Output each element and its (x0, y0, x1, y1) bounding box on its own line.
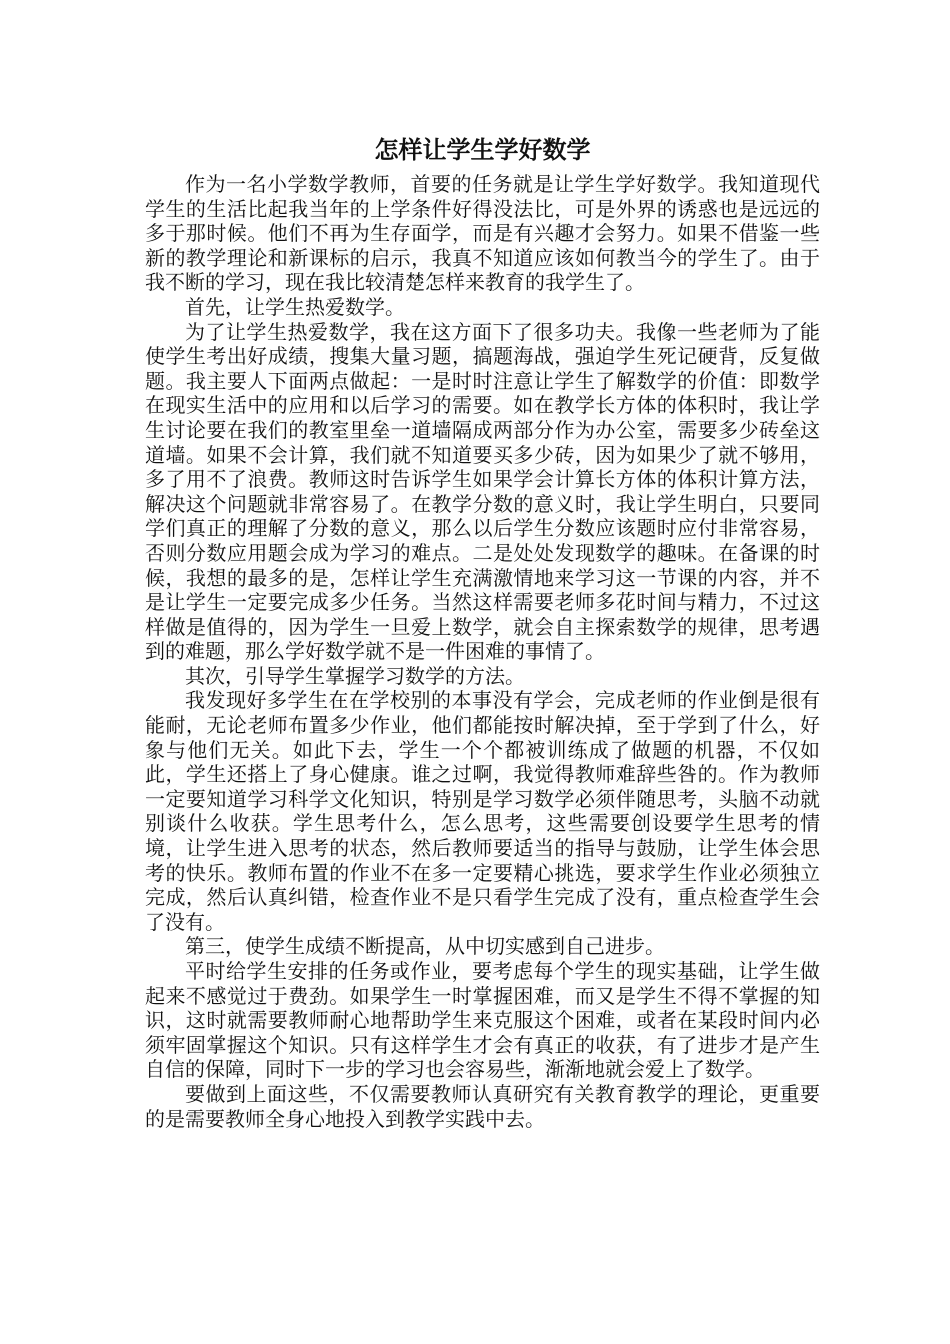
paragraph-conclusion: 要做到上面这些，不仅需要教师认真研究有关教育教学的理论，更重要的是需要教师全身心地投入到教学实践中去。 (145, 1081, 820, 1131)
paragraph-second-body: 我发现好多学生在在学校别的本事没有学会，完成老师的作业倒是很有能耐，无论老师布置多少作业，他们都能按时解决掉，至于学到了什么，好象与他们无关。如此下去，学生一个个都被训练成了做题的机器，不仅如此，学生还搭上了身心健康。谁之过啊，我觉得教师难辞些咎的。作为教师一定要知道学习科学文化知识，特别是学习数学必须伴随思考，头脑不动就别谈什么收获。学生思考什么，怎么思考，这些需要创设要学生思考的情境，让学生进入思考的状态，然后教师要适当的指导与鼓励，让学生体会思考的快乐。教师布置的作业不在多一定要精心挑选，要求学生作业必须独立完成，然后认真纠错，检查作业不是只看学生完成了没有，重点检查学生会了没有。 (145, 688, 820, 934)
paragraph-first-body: 为了让学生热爱数学，我在这方面下了很多功夫。我像一些老师为了能使学生考出好成绩，搜集大量习题，搞题海战，强迫学生死记硬背，反复做题。我主要人下面两点做起：一是时时注意让学生了解数学的价值：即数学在现实生活中的应用和以后学习的需要。如在教学长方体的体积时，我让学生讨论要在我们的教室里垒一道墙隔成两部分作为办公室，需要多少砖垒这道墙。如果不会计算，我们就不知道要买多少砖，因为如果少了就不够用，多了用不了浪费。教师这时告诉学生如果学会计算长方体的体积计算方法，解决这个问题就非常容易了。在教学分数的意义时，我让学生明白，只要同学们真正的理解了分数的意义，那么以后学生分数应该题时应付非常容易，否则分数应用题会成为学习的难点。二是处处发现数学的趣味。在备课的时候，我想的最多的是，怎样让学生充满激情地来学习这一节课的内容，并不是让学生一定要完成多少任务。当然这样需要老师多花时间与精力，不过这样做是值得的，因为学生一旦爱上数学，就会自主探索数学的规律，思考遇到的难题，那么学好数学就不是一件困难的事情了。 (145, 319, 820, 664)
document-title: 怎样让学生学好数学 (374, 135, 591, 164)
paragraph-intro: 作为一名小学数学教师，首要的任务就是让学生学好数学。我知道现代学生的生活比起我当年的上学条件好得没法比，可是外界的诱惑也是远远的多于那时候。他们不再为生存面学，而是有兴趣才会努力。如果不借鉴一些新的教学理论和新课标的启示，我真不知道应该如何教当今的学生了。由于我不断的学习，现在我比较清楚怎样来教育的我学生了。 (145, 172, 820, 295)
paragraph-heading-third: 第三，使学生成绩不断提高，从中切实感到自己进步。 (185, 934, 665, 959)
paragraph-third-body: 平时给学生安排的任务或作业，要考虑每个学生的现实基础，让学生做起来不感觉过于费劲。如果学生一时掌握困难，而又是学生不得不掌握的知识，这时就需要教师耐心地帮助学生来克服这个困难，或者在某段时间内必须牢固掌握这个知识。只有这样学生才会有真正的收获，有了进步才是产生自信的保障，同时下一步的学习也会容易些，渐渐地就会爱上了数学。 (145, 959, 820, 1082)
document-page (145, 128, 820, 1131)
paragraph-heading-first: 首先，让学生热爱数学。 (185, 294, 405, 319)
paragraph-heading-second: 其次，引导学生掌握学习数学的方法。 (185, 663, 525, 688)
